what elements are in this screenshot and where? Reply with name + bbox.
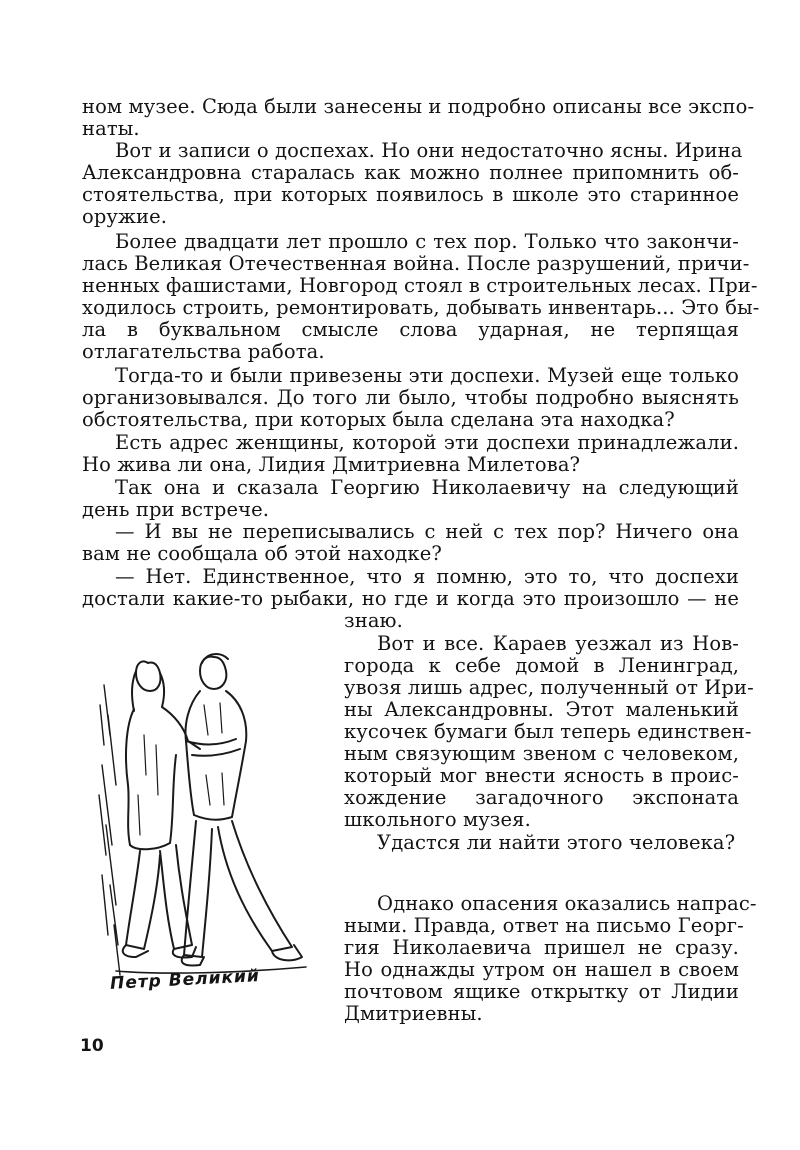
text-line: Так она и сказала Георгию Николаевичу на следующий — [115, 476, 739, 499]
text-line: гия Николаевича пришел не сразу. — [344, 936, 739, 959]
text-line: увозя лишь адрес, полученный от Ири- — [344, 676, 754, 699]
text-line: ны Александровны. Этот маленький — [344, 698, 739, 721]
text-line: день при встрече. — [82, 498, 270, 521]
text-line: оружие. — [82, 205, 168, 228]
text-line: — И вы не переписывались с ней с тех пор? Ничего она — [115, 520, 739, 543]
text-line: почтовом ящике открытку от Лидии — [344, 980, 739, 1003]
background-hatching — [99, 685, 120, 975]
text-line: школьного музея. — [344, 808, 531, 831]
text-line: организовывался. До того ли было, чтобы подробно выяснять — [82, 386, 739, 409]
text-line: ненных фашистами, Новгород стоял в строительных лесах. При- — [82, 274, 758, 297]
text-line: стоятельства, при которых появилось в школе это старинное — [82, 183, 739, 206]
text-line: обстоятельства, при которых была сделана эта находка? — [82, 408, 675, 431]
text-line: достали какие-то рыбаки, но где и когда это произошло — не — [82, 587, 739, 610]
illustration-two-figures — [96, 645, 316, 1005]
text-line: города к себе домой в Ленинград, — [344, 654, 739, 677]
text-line: — Нет. Единственное, что я помню, это то, что доспехи — [115, 565, 739, 588]
text-line: ходилось строить, ремонтировать, добывать инвентарь... Это бы- — [82, 296, 760, 319]
text-line: отлагательства работа. — [82, 340, 325, 363]
text-line: Есть адрес женщины, которой эти доспехи принадлежали. — [115, 431, 739, 454]
text-line: знаю. — [344, 609, 403, 632]
text-line: Более двадцати лет прошло с тех пор. Только что закончи- — [115, 230, 739, 253]
text-line: Но жива ли она, Лидия Дмитриевна Милетова? — [82, 453, 581, 476]
text-line: Дмитриевны. — [344, 1002, 483, 1025]
text-line: Вот и все. Караев уезжал из Нов- — [377, 632, 739, 655]
page-number: 10 — [80, 1036, 104, 1056]
text-line: ными. Правда, ответ на письмо Георг- — [344, 914, 744, 937]
text-line: Однако опасения оказались напрас- — [377, 892, 757, 915]
text-line: Удастся ли найти этого человека? — [377, 831, 736, 854]
text-line: Александровна старалась как можно полнее припомнить об- — [82, 161, 739, 184]
text-line: ным связующим звеном с человеком, — [344, 742, 739, 765]
text-line: Тогда-то и были привезены эти доспехи. Музей еще только — [115, 364, 739, 387]
text-line: вам не сообщала об этой находке? — [82, 542, 442, 565]
text-line: лась Великая Отечественная война. После разрушений, причи- — [82, 252, 750, 275]
text-line: ла в буквальном смысле слова ударная, не терпящая — [82, 318, 739, 341]
text-line: Вот и записи о доспехах. Но они недостаточно ясны. Ирина — [115, 139, 743, 162]
text-line: наты. — [82, 117, 140, 140]
text-line: хождение загадочного экспоната — [344, 786, 739, 809]
illustration-caption: Петр Великий — [109, 966, 261, 994]
text-line: Но однажды утром он нашел в своем — [344, 958, 739, 981]
text-line: ном музее. Сюда были занесены и подробно описаны все экспо- — [82, 95, 755, 118]
text-line: кусочек бумаги был теперь единствен- — [344, 720, 752, 743]
right-figure — [182, 654, 302, 965]
text-line: который мог внести ясность в проис- — [344, 764, 739, 787]
